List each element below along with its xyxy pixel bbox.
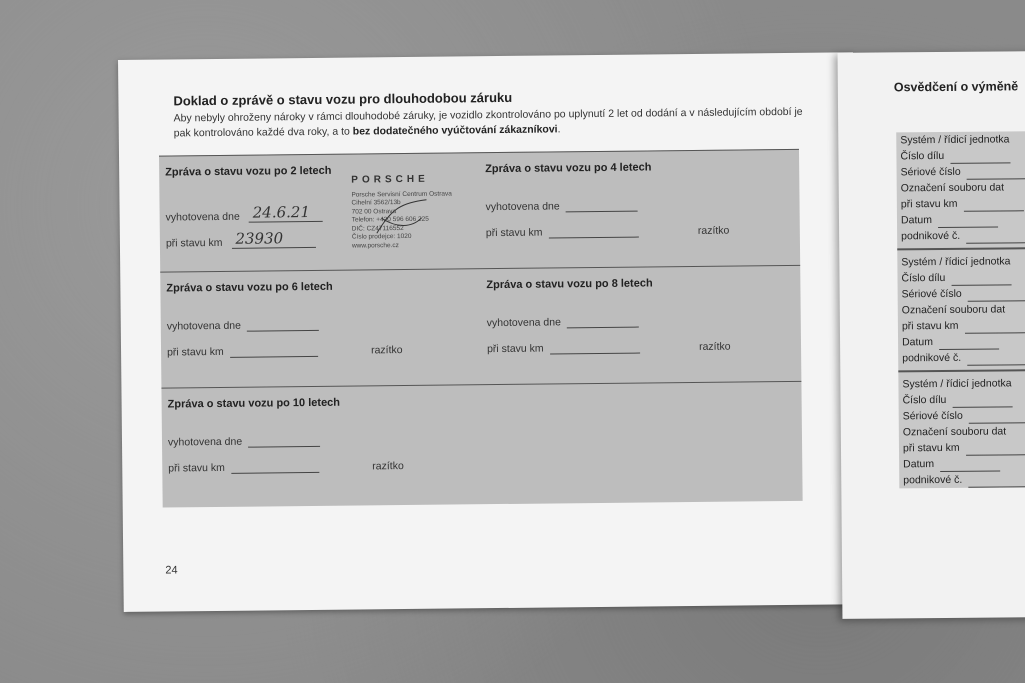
km-field[interactable]: při stavu km [487,342,640,356]
porsche-logo: PORSCHE [351,173,429,186]
report-row [161,381,802,509]
right-page [838,51,1025,619]
dealer-stamp: PORSCHE Porsche Servisní Centrum Ostrava Cihelní 3562/13b 702 00 Ostrava Telefon: +420 596 606 225 DIČ: CZ47116552 Číslo prodejce: 1020 www.porsche.cz [351,175,464,250]
report-cell-4y [479,150,800,269]
km-field[interactable]: při stavu km [167,345,318,359]
issued-field[interactable]: vyhotovena dne [168,435,320,449]
stamp-label: razítko [697,224,730,237]
stamp-label: razítko [372,460,404,473]
page-title: Doklad o zprávě o stavu vozu pro dlouhodobou záruku [173,89,513,109]
stamp-label: razítko [370,344,403,357]
issued-field[interactable]: vyhotovena dne [487,316,639,330]
km-field[interactable]: při stavu km 23930 [166,229,316,250]
report-heading: Zpráva o stavu vozu po 6 letech [166,280,333,295]
report-grid [159,149,803,508]
page-number: 24 [165,564,178,577]
report-row [159,149,800,273]
issued-value: 24.6.21 [249,203,323,223]
issued-field[interactable]: vyhotovena dne [167,319,319,333]
replacement-box: Systém / řídicí jednotka Číslo dílu Sériové číslo Označení souboru dat při stavu km Datum podnikové č. Systém / řídicí jednotka Číslo dílu Sériové číslo Označení souboru dat při stavu km Datum podnikové č. Systém / řídicí jednotka Číslo dílu Sériové číslo Označení souboru dat při stavu km Datum podnikové č. [896,131,1025,488]
km-field[interactable]: při stavu km [168,461,319,475]
intro-bold: bez dodatečného vyúčtování zákazníkovi [352,123,558,138]
signature-icon [371,198,431,239]
intro-text: Aby nebyly ohroženy nároky v rámci dlouhodobé záruky, je vozidlo zkontrolováno po uplynutí 2 let od dodání a v následujícím období je pak kontrolováno každé dva roky, a to bez dodatečného vyúčtování zákazníkovi. [173,105,803,140]
report-row [160,265,801,389]
report-heading: Zpráva o stavu vozu po 4 letech [485,161,652,176]
right-page-title: Osvědčení o výměně [893,79,1019,95]
report-heading: Zpráva o stavu vozu po 8 letech [486,277,653,292]
issued-field[interactable]: vyhotovena dne [485,200,637,214]
report-heading: Zpráva o stavu vozu po 2 letech [165,164,332,179]
report-cell-2y [159,153,480,272]
report-cell-6y [160,269,481,388]
km-field[interactable]: při stavu km [486,226,639,240]
issued-field[interactable]: vyhotovena dne 24.6.21 [166,203,323,224]
report-cell-10y [161,385,482,504]
left-page [118,52,859,612]
report-cell-8y [480,266,801,385]
report-heading: Zpráva o stavu vozu po 10 letech [167,396,341,411]
km-value: 23930 [231,229,315,249]
stamp-label: razítko [698,340,731,353]
